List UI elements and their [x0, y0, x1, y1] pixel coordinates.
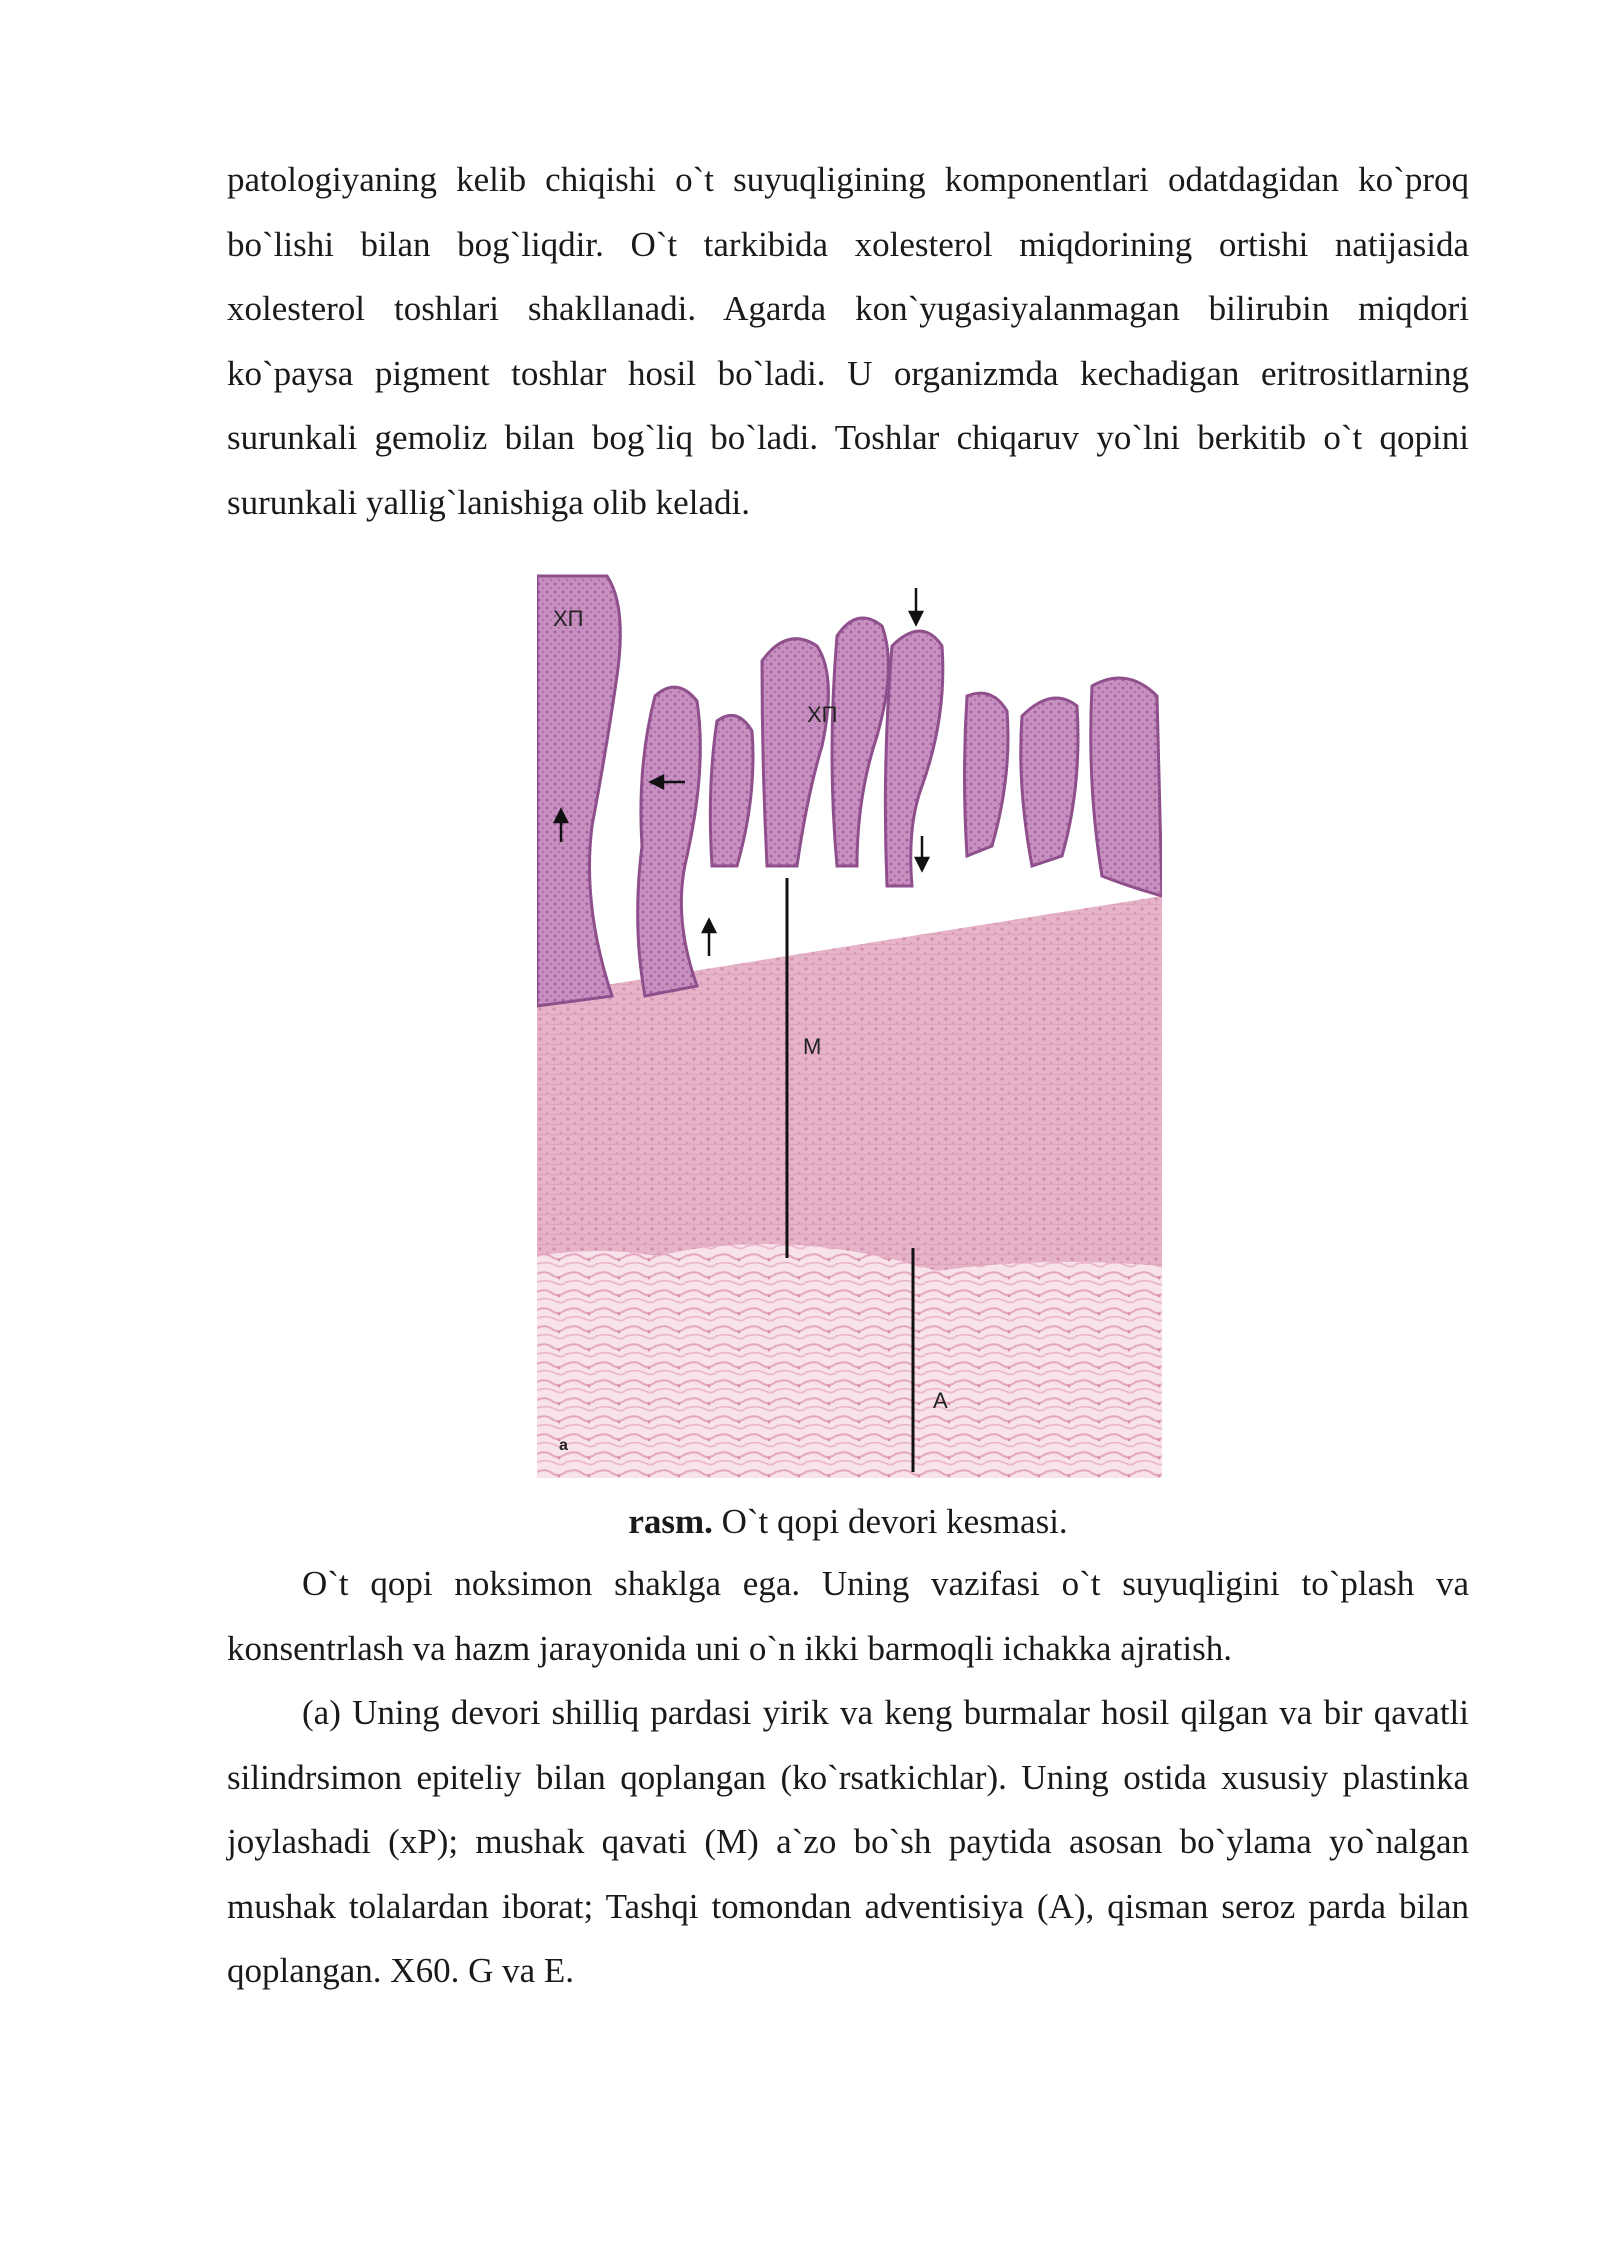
- paragraph-wall: (a) Uning devori shilliq pardasi yirik va keng burmalar hosil qilgan va bir qavatli silindrsimon epiteliy bilan qoplangan (ko`rsatkichlar). Uning ostida xususiy plastinka joylashadi (xP); mushak qavati (M) a`zo bo`sh paytida asosan bo`ylama yo`nalgan mushak tolalardan iborat; Tashqi tomondan adventisiya (A), qisman seroz parda bilan qoplangan. X60. G va E.: [227, 1693, 1469, 1990]
- label-adventitia: A: [933, 1388, 948, 1413]
- label-xp-center: ХП: [807, 702, 838, 727]
- paragraph-shape: O`t qopi noksimon shaklga ega. Uning vazifasi o`t suyuqligini to`plash va konsentrlash va hazm jarayonida uni o`n ikki barmoqli ichakka ajratish.: [227, 1564, 1469, 1668]
- caption-text: O`t qopi devori kesmasi.: [712, 1502, 1068, 1541]
- label-xp-top-left: ХП: [553, 606, 584, 631]
- gallbladder-wall-micrograph: [537, 566, 1162, 1478]
- label-panel: a: [559, 1437, 568, 1454]
- histology-figure: [537, 566, 1162, 1478]
- label-muscle: M: [803, 1034, 822, 1059]
- document-page: [227, 148, 1469, 2004]
- caption-bold: rasm.: [628, 1502, 713, 1541]
- figure-caption: [227, 1492, 1469, 1552]
- adventitia-layer: [537, 1226, 1162, 1478]
- muscle-layer: [537, 896, 1162, 1271]
- paragraph-intro: patologiyaning kelib chiqishi o`t suyuqligining komponentlari odatdagidan ko`proq bo`lishi bilan bog`liqdir. O`t tarkibida xolesterol miqdorining ortishi natijasida xolesterol toshlari shakllanadi. Agarda kon`yugasiyalanmagan bilirubin miqdori ko`paysa pigment toshlar hosil bo`ladi. U organizmda kechadigan eritrositlarning surunkali gemoliz bilan bog`liq bo`ladi. Toshlar chiqaruv yo`lni berkitib o`t qopini surunkali yallig`lanishiga olib keladi.: [227, 160, 1469, 522]
